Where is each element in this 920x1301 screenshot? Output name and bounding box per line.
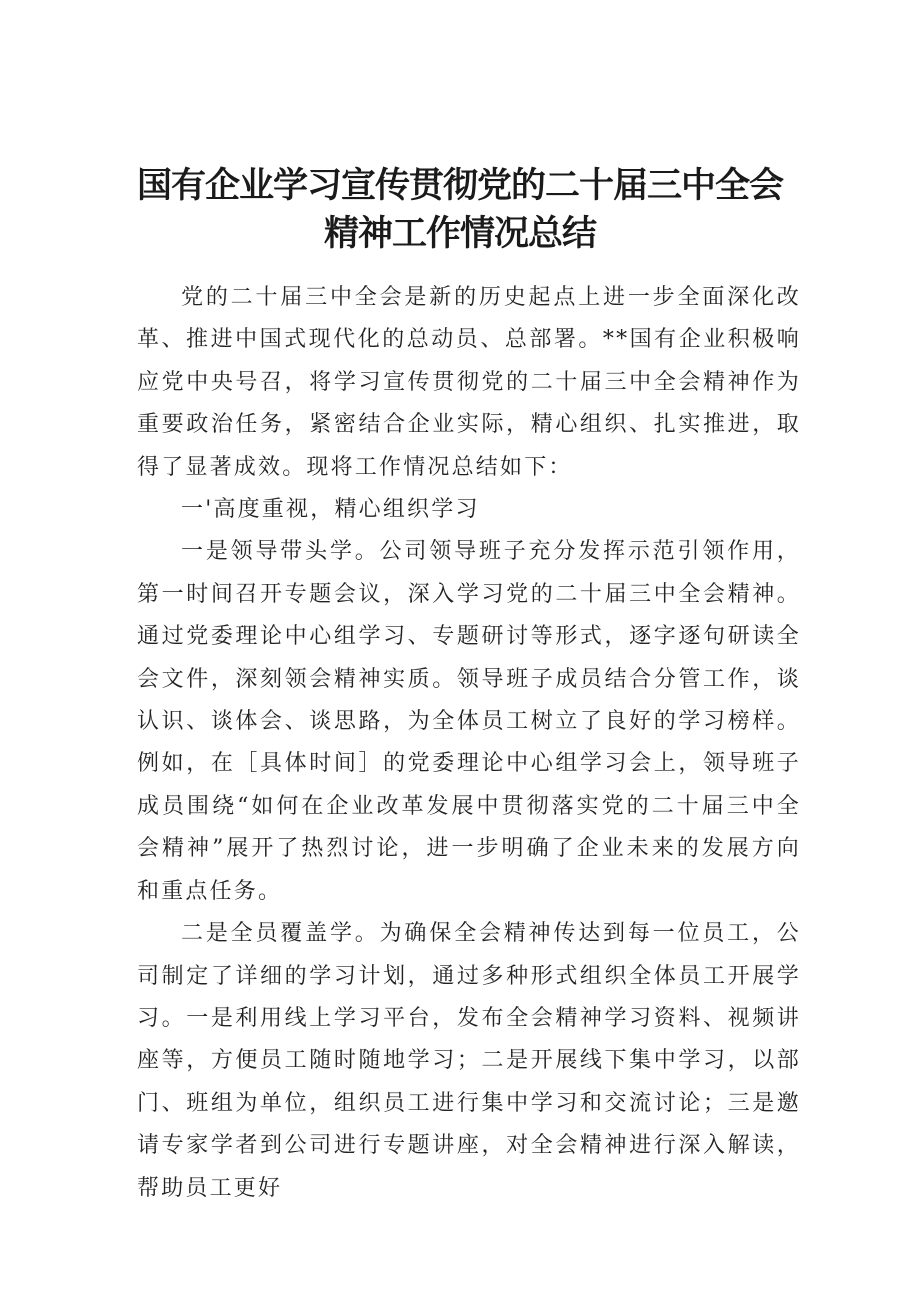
intro-paragraph: 党的二十届三中全会是新的历史起点上进一步全面深化改革、推进中国式现代化的总动员、总部署。**国有企业积极响应党中央号召，将学习宣传贯彻党的二十届三中全会精神作为重要政治任务，紧密结合企业实际，精心组织、扎实推进，取得了显著成效。现将工作情况总结如下：: [137, 285, 801, 480]
document-body: [137, 277, 801, 1210]
section-heading-1: 一'高度重视，精心组织学习: [181, 497, 480, 523]
body-paragraph-all-staff: 二是全员覆盖学。为确保全会精神传达到每一位员工，公司制定了详细的学习计划，通过多种形式组织全体员工开展学习。一是利用线上学习平台，发布全会精神学习资料、视频讲座等，方便员工随时随地学习；二是开展线下集中学习，以部门、班组为单位，组织员工进行集中学习和交流讨论；三是邀请专家学者到公司进行专题讲座，对全会精神进行深入解读，帮助员工更好: [137, 921, 801, 1201]
body-paragraph-leaders: 一是领导带头学。公司领导班子充分发挥示范引领作用，第一时间召开专题会议，深入学习党的二十届三中全会精神。通过党委理论中心组学习、专题研讨等形式，逐字逐句研读全会文件，深刻领会精神实质。领导班子成员结合分管工作，谈认识、谈体会、谈思路，为全体员工树立了良好的学习榜样。例如，在［具体时间］的党委理论中心组学习会上，领导班子成员围绕“如何在企业改革发展中贯彻落实党的二十届三中全会精神”展开了热烈讨论，进一步明确了企业未来的发展方向和重点任务。: [137, 539, 801, 904]
document-title-line-2: 精神工作情况总结: [323, 214, 596, 254]
document-title-line-1: 国有企业学习宣传贯彻党的二十届三中全会: [136, 166, 783, 206]
